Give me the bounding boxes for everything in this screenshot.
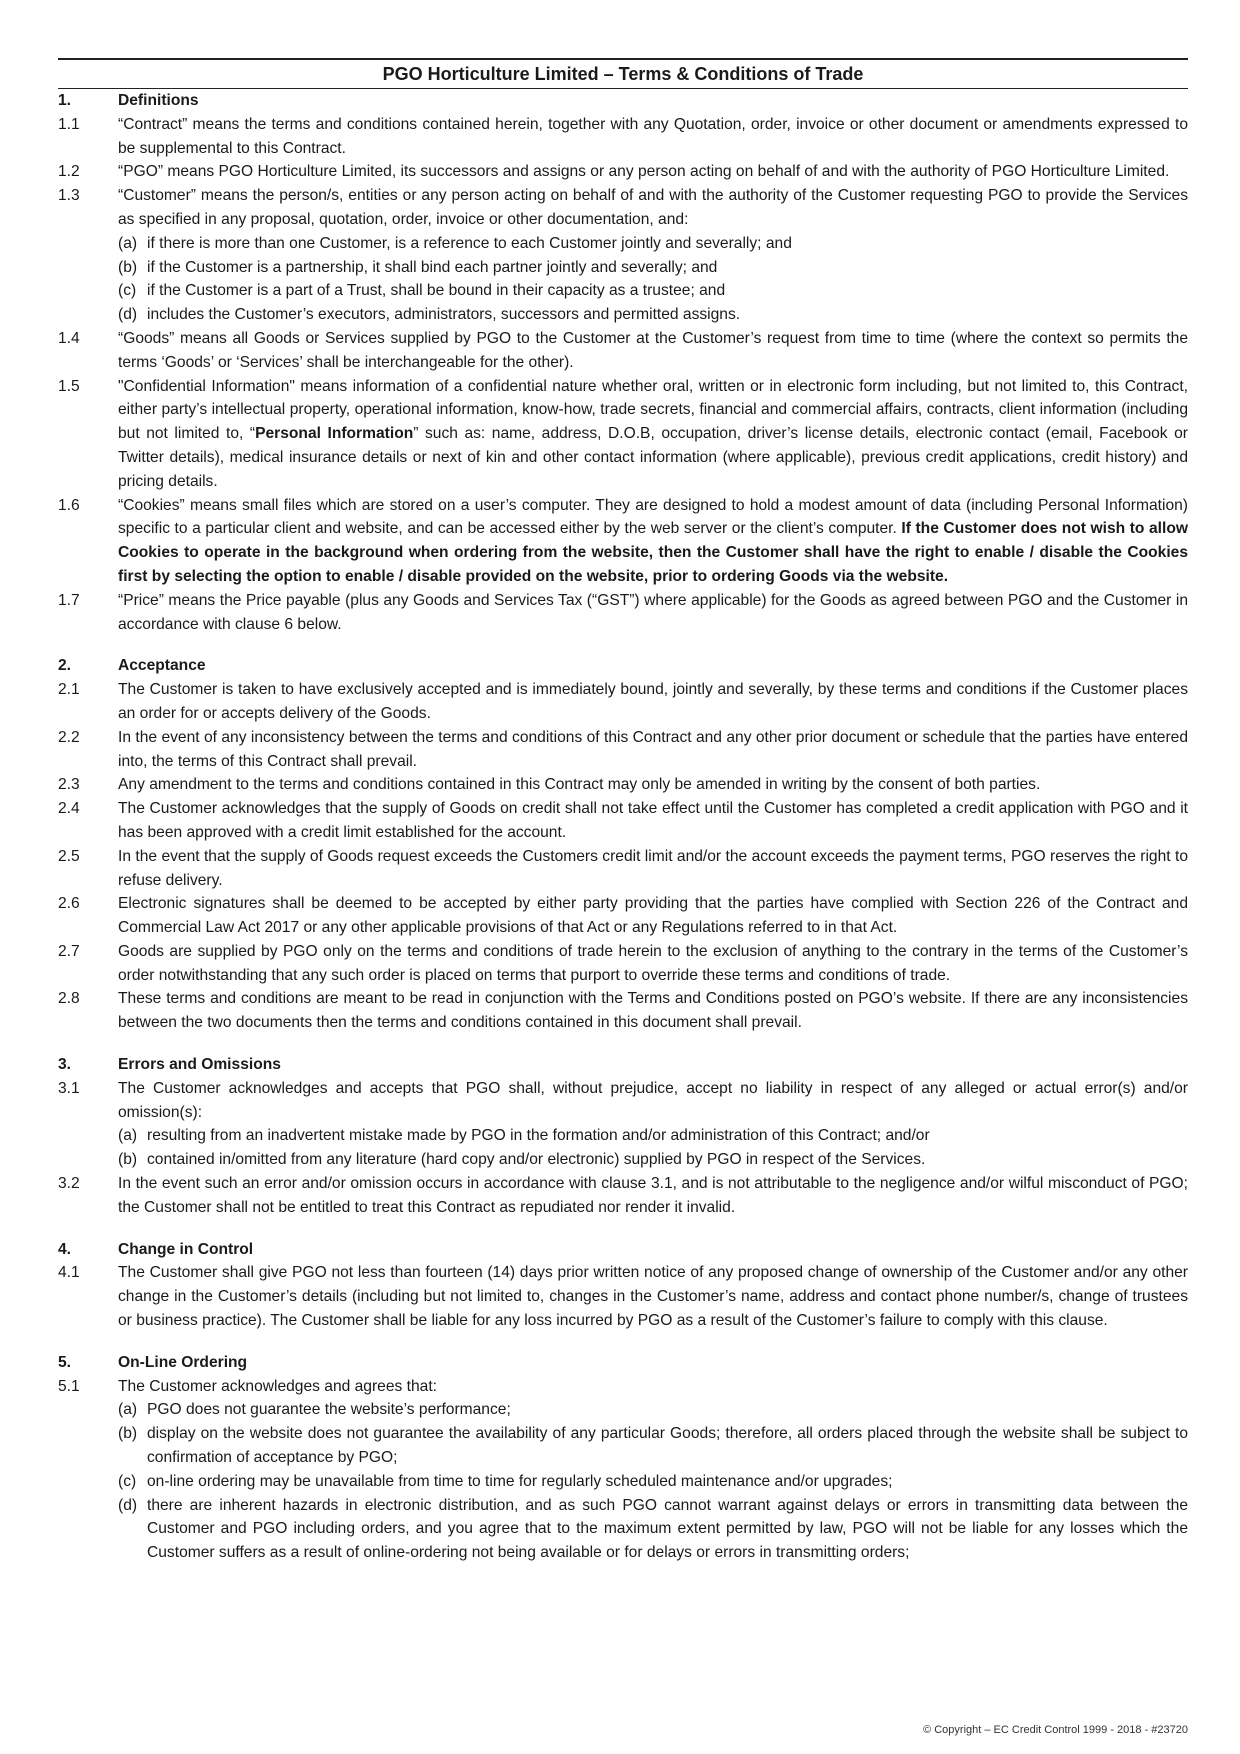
clause-text <box>118 327 1188 375</box>
clause-number: 5.1 <box>58 1377 80 1395</box>
sub-clause-label: (c) <box>118 1472 137 1490</box>
sub-clause-label: (a) <box>118 1401 138 1419</box>
clause-number: 1.4 <box>58 329 80 347</box>
section-number: 4. <box>58 1240 72 1258</box>
clause-text-main: “Goods” means all Goods or Services supplied by PGO to the Customer at the Customer’s request from time to time (where the context so permits the terms ‘Goods’ or ‘Services’ shall be interchangeable for the other). <box>118 329 1188 371</box>
sub-clause-text: resulting from an inadvertent mistake made by PGO in the formation and/or administration of this Contract; and/or <box>147 1127 930 1145</box>
copyright-footer: © Copyright – EC Credit Control 1999 - 2018 - #23720 <box>923 1724 1188 1736</box>
clause <box>58 678 1188 726</box>
sub-clause <box>58 1148 1188 1172</box>
clause-number: 2.2 <box>58 728 80 746</box>
clause-text <box>118 940 1188 988</box>
clause-text <box>118 726 1188 774</box>
clause-text-main: The Customer is taken to have exclusively accepted and is immediately bound, jointly and severally, by these terms and conditions if the Customer places an order for or accepts delivery of the Goods. <box>118 681 1188 722</box>
clause-text <box>118 797 1188 845</box>
clause-text-main: In the event such an error and/or omission occurs in accordance with clause 3.1, and is not attributable to the negligence and/or wilful misconduct of PGO; the Customer shall not be entitled to treat this Contract as repudiated nor render it invalid. <box>118 1175 1188 1216</box>
section-number: 3. <box>58 1056 72 1074</box>
clause-number: 3.2 <box>58 1175 80 1193</box>
sub-clause <box>58 1422 1188 1470</box>
sub-clause-label: (b) <box>118 1151 138 1169</box>
clause-text <box>118 160 1188 184</box>
sub-clause-label: (c) <box>118 282 137 300</box>
sub-clause <box>58 256 1188 280</box>
clause <box>58 940 1188 988</box>
section <box>58 89 1188 636</box>
section-heading <box>58 1351 1188 1375</box>
section-heading <box>58 89 1188 113</box>
document-page <box>58 58 1188 1565</box>
clause-number: 2.8 <box>58 990 80 1008</box>
sub-clause <box>58 232 1188 256</box>
section-title: Errors and Omissions <box>118 1056 281 1074</box>
clause-text <box>118 773 1188 797</box>
clause-text-after: ” such as: name, address, D.O.B, occupation, driver’s license details, electronic contact (email, Facebook or Twitter details), medical insurance details or next of kin and other contact information (where applicable), previous credit applications, credit history) and pricing details. <box>118 425 1188 490</box>
section-heading <box>58 654 1188 678</box>
clause-number: 1.2 <box>58 163 80 181</box>
section <box>58 1351 1188 1565</box>
clause-text-main: “Price” means the Price payable (plus any Goods and Services Tax (“GST”) where applicable) for the Goods as agreed between PGO and the Customer in accordance with clause 6 below. <box>118 591 1188 633</box>
clause-text <box>118 494 1188 589</box>
clause-text-main: The Customer shall give PGO not less than fourteen (14) days prior written notice of any proposed change of ownership of the Customer and/or any other change in the Customer’s details (including but not limited to, changes in the Customer’s name, address and contact phone number/s, change of trustees or business practice). The Customer shall be liable for any loss incurred by PGO as a result of the Customer’s failure to comply with this clause. <box>118 1264 1188 1330</box>
clause-number: 3.1 <box>58 1079 80 1097</box>
clause <box>58 160 1188 184</box>
section-number: 2. <box>58 657 72 675</box>
sub-clause <box>58 1124 1188 1148</box>
sub-clause-text: on-line ordering may be unavailable from time to time for regularly scheduled maintenance and/or upgrades; <box>147 1472 893 1490</box>
sub-clause-text: PGO does not guarantee the website’s performance; <box>147 1401 511 1419</box>
clause <box>58 1172 1188 1220</box>
clause-text-main: “PGO” means PGO Horticulture Limited, its successors and assigns or any person acting on behalf of and with the authority of PGO Horticulture Limited. <box>118 163 1170 181</box>
clause-text-bold: If the Customer does not wish to allow Cookies to operate in the background when ordering from the website, then the Customer shall have the right to enable / disable the Cookies first by selecting the option to enable / disable provided on the website, prior to ordering Goods via the website. <box>118 520 1188 585</box>
clause <box>58 589 1188 637</box>
clause-text-main: These terms and conditions are meant to be read in conjunction with the Terms and Conditions posted on PGO’s website. If there are any inconsistencies between the two documents then the terms and conditions contained in this document shall prevail. <box>118 990 1188 1032</box>
sub-clause <box>58 1470 1188 1494</box>
clause-text-main: “Cookies” means small files which are stored on a user’s computer. They are designed to hold a modest amount of data (including Personal Information) specific to a particular client and website, and can be accessed either by the web server or the client’s computer. <box>118 496 1188 538</box>
clause <box>58 1261 1188 1332</box>
clause <box>58 797 1188 845</box>
sub-clause-label: (a) <box>118 1127 138 1145</box>
section-spacer <box>58 1220 1188 1238</box>
section-heading <box>58 1053 1188 1077</box>
clause <box>58 327 1188 375</box>
sub-clause-text: contained in/omitted from any literature (hard copy and/or electronic) supplied by PGO in respect of the Services. <box>147 1151 926 1169</box>
sections-container <box>58 89 1188 1565</box>
clause-text-main: The Customer acknowledges and agrees that: <box>118 1377 437 1395</box>
clause <box>58 892 1188 940</box>
clause <box>58 773 1188 797</box>
clause-text <box>118 589 1188 637</box>
sub-clause-text: if the Customer is a part of a Trust, shall be bound in their capacity as a trustee; and <box>147 282 726 300</box>
sub-clause-text: if the Customer is a partnership, it shall bind each partner jointly and severally; and <box>147 258 718 276</box>
sub-clause <box>58 1398 1188 1422</box>
clause <box>58 113 1188 161</box>
clause-text <box>118 678 1188 726</box>
section-number: 5. <box>58 1353 72 1371</box>
section-number: 1. <box>58 92 72 109</box>
clause <box>58 375 1188 494</box>
clause <box>58 987 1188 1035</box>
sub-clause-label: (d) <box>118 1496 138 1514</box>
sub-clause-label: (b) <box>118 258 138 276</box>
sub-clause-text: includes the Customer’s executors, administrators, successors and permitted assigns. <box>147 306 741 324</box>
clause-number: 1.6 <box>58 496 80 514</box>
clause-text-main: In the event that the supply of Goods request exceeds the Customers credit limit and/or the account exceeds the payment terms, PGO reserves the right to refuse delivery. <box>118 847 1188 889</box>
clause-text <box>118 113 1188 161</box>
clause-text-main: The Customer acknowledges and accepts that PGO shall, without prejudice, accept no liability in respect of any alleged or actual error(s) and/or omission(s): <box>118 1079 1188 1121</box>
clause <box>58 184 1188 232</box>
clause-number: 1.5 <box>58 377 80 395</box>
clause-text-main: “Contract” means the terms and conditions contained herein, together with any Quotation, order, invoice or other document or amendments expressed to be supplemental to this Contract. <box>118 115 1188 157</box>
clause-text-main: Goods are supplied by PGO only on the terms and conditions of trade herein to the exclusion of anything to the contrary in the terms of the Customer’s order notwithstanding that any such order is placed on terms that purport to override these terms and conditions of trade. <box>118 942 1188 984</box>
clause-text <box>118 892 1188 940</box>
clause-text <box>118 987 1188 1035</box>
sub-clause <box>58 303 1188 327</box>
clause-text <box>118 1261 1188 1332</box>
clause <box>58 494 1188 589</box>
clause-text <box>118 1375 1188 1399</box>
clause-text-main: Electronic signatures shall be deemed to be accepted by either party providing that the parties have complied with Section 226 of the Contract and Commercial Law Act 2017 or any other applicable provisions of that Act or any Regulations referred to in that Act. <box>118 895 1188 937</box>
clause-text <box>118 1077 1188 1125</box>
clause-text-main: “Customer” means the person/s, entities or any person acting on behalf of and with the authority of the Customer requesting PGO to provide the Services as specified in any proposal, quotation, order, invoice or other documentation, and: <box>118 187 1188 228</box>
clause <box>58 1375 1188 1399</box>
section-heading <box>58 1238 1188 1262</box>
section <box>58 1053 1188 1220</box>
page-title: PGO Horticulture Limited – Terms & Conditions of Trade <box>58 60 1188 89</box>
sub-clause-text: there are inherent hazards in electronic distribution, and as such PGO cannot warrant against delays or errors in transmitting data between the Customer and PGO including orders, and you agree that to the maximum extent permitted by law, PGO will not be liable for any losses which the Customer suffers as a result of online-ordering not being available or for delays or errors in transmitting orders; <box>147 1496 1188 1562</box>
clause-text-main: The Customer acknowledges that the supply of Goods on credit shall not take effect until the Customer has completed a credit application with PGO and it has been approved with a credit limit established for the account. <box>118 800 1188 841</box>
clause-text-main: Any amendment to the terms and conditions contained in this Contract may only be amended in writing by the consent of both parties. <box>118 776 1041 794</box>
section-spacer <box>58 1333 1188 1351</box>
clause-text-main: In the event of any inconsistency between the terms and conditions of this Contract and any other prior document or schedule that the parties have entered into, the terms of this Contract shall prevail. <box>118 728 1188 770</box>
clause-number: 2.1 <box>58 681 80 699</box>
section <box>58 1238 1188 1333</box>
sub-clause <box>58 1494 1188 1565</box>
clause-text <box>118 845 1188 893</box>
clause-number: 1.1 <box>58 115 80 133</box>
clause <box>58 726 1188 774</box>
clause-number: 4.1 <box>58 1264 80 1282</box>
clause <box>58 845 1188 893</box>
sub-clause-text: if there is more than one Customer, is a reference to each Customer jointly and severally; and <box>147 234 792 252</box>
sub-clause <box>58 279 1188 303</box>
sub-clause-text: display on the website does not guarantee the availability of any particular Goods; therefore, all orders placed through the website shall be subject to confirmation of acceptance by PGO; <box>147 1425 1188 1467</box>
section-title: Acceptance <box>118 657 206 675</box>
sub-clause-label: (a) <box>118 234 138 252</box>
clause-text-main: "Confidential Information" means information of a confidential nature whether oral, written or in electronic form including, but not limited to, this Contract, either party’s intellectual property, operational information, know-how, trade secrets, financial and commercial affairs, contracts, client information (including but not limited to, “ <box>118 377 1188 443</box>
clause-text-bold: Personal Information <box>255 425 414 443</box>
section-spacer <box>58 636 1188 654</box>
section <box>58 654 1188 1035</box>
clause-number: 2.4 <box>58 800 80 818</box>
section-spacer <box>58 1035 1188 1053</box>
clause-text <box>118 1172 1188 1220</box>
clause <box>58 1077 1188 1125</box>
clause-number: 1.3 <box>58 187 80 205</box>
sub-clause-label: (b) <box>118 1425 138 1443</box>
clause-number: 1.7 <box>58 591 80 609</box>
clause-number: 2.6 <box>58 895 80 913</box>
clause-number: 2.7 <box>58 942 80 960</box>
section-title: On-Line Ordering <box>118 1353 248 1371</box>
section-title: Definitions <box>118 92 199 109</box>
clause-number: 2.3 <box>58 776 80 794</box>
clause-text <box>118 184 1188 232</box>
section-title: Change in Control <box>118 1240 254 1258</box>
clause-text <box>118 375 1188 494</box>
clause-number: 2.5 <box>58 847 80 865</box>
sub-clause-label: (d) <box>118 306 138 324</box>
